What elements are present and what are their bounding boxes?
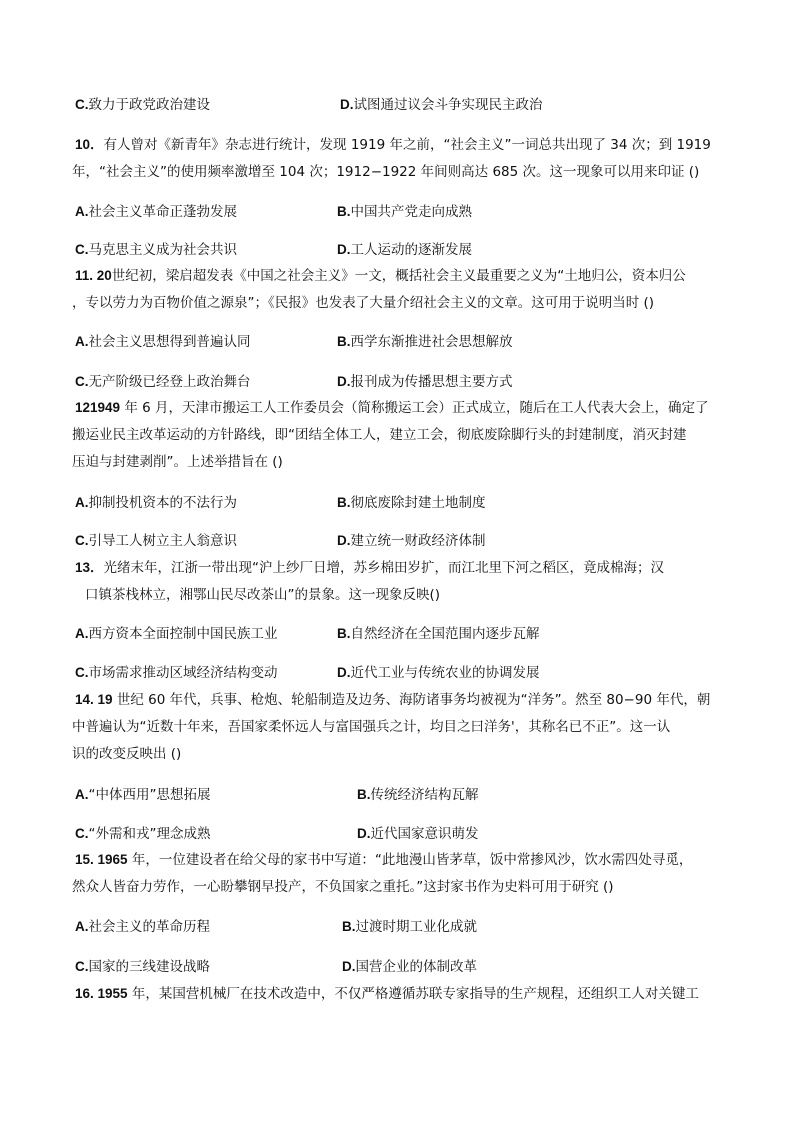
q10-option-c <box>75 240 237 260</box>
option-text: 社会主义革命正蓬勃发展 <box>88 204 237 220</box>
q9-option-c <box>75 95 210 115</box>
q14-option-b <box>357 785 479 805</box>
q12-option-a <box>75 493 237 513</box>
q15-stem-line-1 <box>75 850 692 870</box>
q15-option-c <box>75 957 210 977</box>
q16-stem-line-1 <box>75 984 699 1004</box>
q14-stem-line-3 <box>72 744 181 764</box>
question-number: 121949 <box>75 400 121 415</box>
q12-option-d <box>337 531 486 551</box>
question-text: 口镇茶栈林立，湘鄂山民尽改茶山”的景象。这一现象反映() <box>85 587 441 603</box>
q10-option-a <box>75 202 237 222</box>
option-letter: B. <box>337 626 351 641</box>
option-text: 近代工业与传统农业的协调发展 <box>350 665 540 681</box>
option-letter: C. <box>75 959 89 974</box>
question-text: ，专以劳力为百物价值之源泉”；《民报》也发表了大量介绍社会主义的文章。这可用于说明当时 () <box>72 295 655 311</box>
q13-option-c <box>75 663 278 683</box>
question-text: 年，某国营机械厂在技术改造中，不仅严格遵循苏联专家指导的生产规程，还组织工人对关键工 <box>127 986 699 1002</box>
option-letter: D. <box>337 533 351 548</box>
option-text: 试图通过议会斗争实现民主政治 <box>353 97 543 113</box>
q11-stem-line-1 <box>75 266 686 286</box>
option-text: 抑制投机资本的不法行为 <box>88 495 237 511</box>
option-text: 社会主义思想得到普遍认同 <box>88 334 251 350</box>
q12-stem-line-2 <box>72 425 687 445</box>
question-text: 世纪初，梁启超发表《中国之社会主义》一文，概括社会主义最重要之义为“土地归公，资本归公 <box>111 268 686 284</box>
q14-option-c <box>75 824 211 844</box>
q13-option-d <box>337 663 540 683</box>
q13-option-a <box>75 624 278 644</box>
question-text: 有人曾对《新青年》杂志进行统计，发现 1919 年之前，“社会主义”一词总共出现了 34 次；到 1919 <box>103 137 711 153</box>
option-text: 国营企业的体制改革 <box>355 959 477 975</box>
q14-stem-line-2 <box>72 717 670 737</box>
q14-option-a <box>75 785 211 805</box>
q15-option-b <box>342 917 477 937</box>
q14-option-d <box>357 824 479 844</box>
question-number: 13． <box>75 560 104 575</box>
q9-option-d <box>340 95 543 115</box>
option-text: 社会主义的革命历程 <box>88 919 210 935</box>
q12-option-b <box>337 493 486 513</box>
q12-stem-line-1 <box>75 398 709 418</box>
option-letter: B. <box>357 787 371 802</box>
question-text: 光绪末年，江浙一带出现“沪上纱厂日增，苏乡棉田岁扩，而江北里下河之稻区，竟成棉海；汉 <box>103 560 665 576</box>
question-text: 世纪 60 年代，兵事、枪炮、轮船制造及边务、海防诸事务均被视为“洋务”。然至 80−90 年代，朝 <box>112 692 711 708</box>
option-text: 过渡时期工业化成就 <box>355 919 477 935</box>
option-text: 中国共产党走向成熟 <box>350 204 472 220</box>
option-letter: C. <box>75 533 89 548</box>
q11-option-d <box>337 372 513 392</box>
option-text: 西学东渐推进社会思想解放 <box>350 334 513 350</box>
option-letter: C. <box>75 826 89 841</box>
q13-option-b <box>337 624 540 644</box>
question-text: 中普遍认为“近数十年来，吾国家柔怀远人与富国强兵之计，均目之曰洋务'，其称名已不正”。这一认 <box>72 719 671 735</box>
option-letter: D. <box>337 665 351 680</box>
option-letter: A. <box>75 626 89 641</box>
option-text: 建立统一财政经济体制 <box>350 533 486 549</box>
option-text: 彻底废除封建土地制度 <box>350 495 486 511</box>
option-text: 报刊成为传播思想主要方式 <box>350 374 513 390</box>
question-number: 15. 1965 <box>75 852 128 867</box>
option-letter: C. <box>75 665 89 680</box>
option-letter: D. <box>342 959 356 974</box>
option-letter: C. <box>75 242 89 257</box>
option-text: 引导工人树立主人翁意识 <box>88 533 237 549</box>
q10-stem-line-1 <box>75 135 711 155</box>
option-letter: C. <box>75 97 89 112</box>
question-text: 年 6 月，天津市搬运工人工作委员会（简称搬运工会）正式成立，随后在工人代表大会上，确定了 <box>120 400 709 416</box>
question-number: 14. 19 <box>75 692 113 707</box>
option-letter: D. <box>357 826 371 841</box>
question-text: 年，“社会主义”的使用频率激增至 104 次；1912−1922 年间则高达 685 次。这一现象可以用来印证 () <box>72 164 700 180</box>
option-text: 传统经济结构瓦解 <box>370 787 479 803</box>
q14-stem-line-1 <box>75 690 710 710</box>
option-letter: B. <box>337 204 351 219</box>
question-number: 10． <box>75 137 104 152</box>
option-text: 致力于政党政治建设 <box>88 97 210 113</box>
option-text: “中体西用”思想拓展 <box>88 787 211 803</box>
q11-stem-line-2 <box>72 293 654 313</box>
option-letter: D. <box>337 242 351 257</box>
q11-option-b <box>337 332 513 352</box>
q10-option-d <box>337 240 472 260</box>
option-letter: B. <box>342 919 356 934</box>
option-letter: B. <box>337 495 351 510</box>
option-text: 无产阶级已经登上政治舞台 <box>88 374 251 390</box>
question-text: 年，一位建设者在给父母的家书中写道：“此地漫山皆茅草，饭中常掺风沙，饮水需四处寻觅， <box>127 852 693 868</box>
option-text: 工人运动的逐渐发展 <box>350 242 472 258</box>
option-letter: A. <box>75 787 89 802</box>
option-text: “外需和戎”理念成熟 <box>88 826 211 842</box>
q11-option-c <box>75 372 251 392</box>
q15-option-a <box>75 917 210 937</box>
q12-option-c <box>75 531 237 551</box>
question-text: 然众人皆奋力劳作，一心盼攀钢早投产，不负国家之重托。”这封家书作为史料可用于研究 () <box>72 879 614 895</box>
option-text: 国家的三线建设战略 <box>88 959 210 975</box>
q11-option-a <box>75 332 251 352</box>
q15-option-d <box>342 957 477 977</box>
option-text: 马克思主义成为社会共识 <box>88 242 237 258</box>
q10-option-b <box>337 202 472 222</box>
question-text: 识的改变反映出 () <box>72 746 182 762</box>
question-text: 搬运业民主改革运动的方针路线，即“团结全体工人，建立工会，彻底废除脚行头的封建制度，消灭封建 <box>72 427 687 443</box>
option-text: 市场需求推动区域经济结构变动 <box>88 665 278 681</box>
option-letter: B. <box>337 334 351 349</box>
option-letter: A. <box>75 334 89 349</box>
q15-stem-line-2 <box>72 877 614 897</box>
question-number: 16. 1955 <box>75 986 128 1001</box>
option-letter: C. <box>75 374 89 389</box>
q13-stem-line-2 <box>85 585 440 605</box>
option-text: 西方资本全面控制中国民族工业 <box>88 626 278 642</box>
option-letter: A. <box>75 495 89 510</box>
q13-stem-line-1 <box>75 558 664 578</box>
option-letter: A. <box>75 204 89 219</box>
option-text: 近代国家意识萌发 <box>370 826 479 842</box>
question-number: 11. 20 <box>75 268 112 283</box>
question-text: 压迫与封建剥削”。上述举措旨在 () <box>72 454 283 470</box>
option-letter: D. <box>340 97 354 112</box>
option-text: 自然经济在全国范围内逐步瓦解 <box>350 626 540 642</box>
option-letter: D. <box>337 374 351 389</box>
option-letter: A. <box>75 919 89 934</box>
q10-stem-line-2 <box>72 162 699 182</box>
q12-stem-line-3 <box>72 452 283 472</box>
